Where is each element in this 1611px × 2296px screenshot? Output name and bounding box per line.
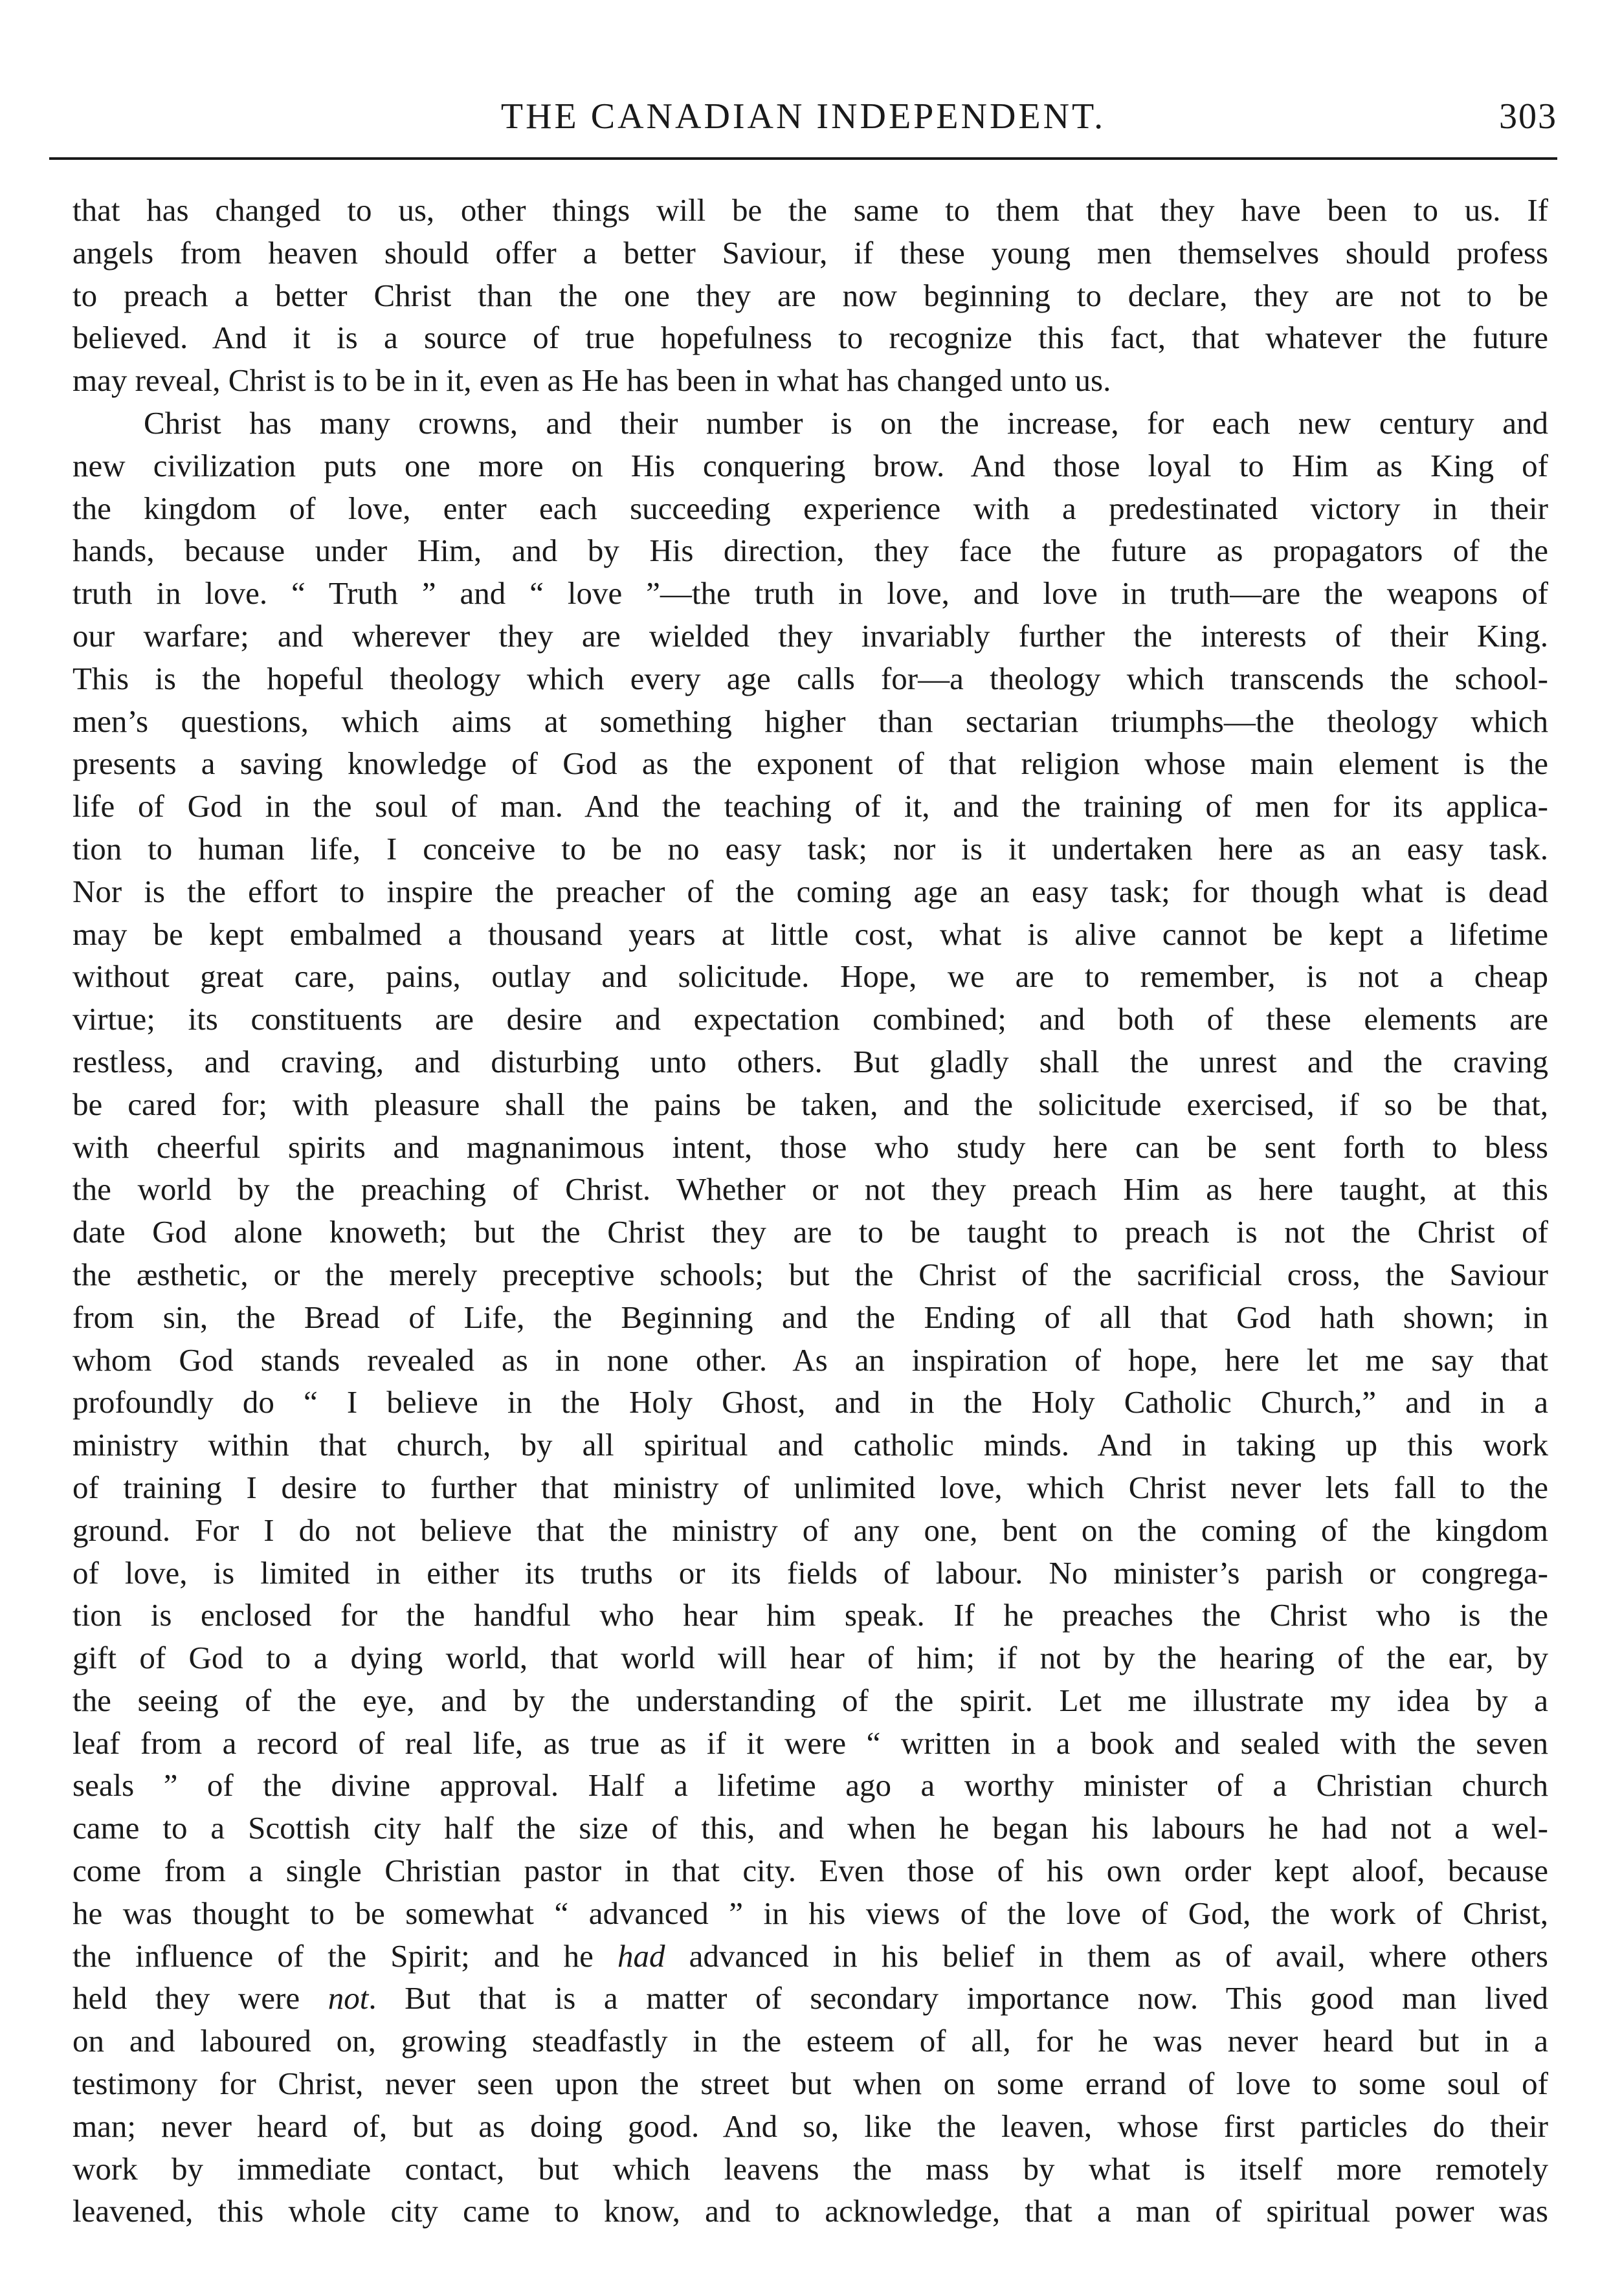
text-line: testimony for Christ, never seen upon the street but when on some errand of love to some soul of xyxy=(72,2066,1548,2102)
text-line: leavened, this whole city came to know, and to acknowledge, that a man of spiritual power was xyxy=(72,2193,1548,2229)
body-text xyxy=(72,189,1548,2233)
page-number: 303 xyxy=(1499,96,1557,137)
text-line: the seeing of the eye, and by the understanding of the spirit. Let me illustrate my idea by a xyxy=(72,1682,1548,1718)
text-segment: the influence of the Spirit; and he xyxy=(72,1937,617,1974)
text-line: he was thought to be somewhat “ advanced ” in his views of the love of God, the work of Christ, xyxy=(72,1895,1548,1931)
text-line: man; never heard of, but as doing good. And so, like the leaven, whose first particles do their xyxy=(72,2108,1548,2144)
text-line: on and laboured on, growing steadfastly in the esteem of all, for he was never heard but in a xyxy=(72,2023,1548,2059)
text-line: presents a saving knowledge of God as the exponent of that religion whose main element is the xyxy=(72,745,1548,782)
text-line: with cheerful spirits and magnanimous intent, those who study here can be sent forth to bless xyxy=(72,1129,1548,1165)
text-line: whom God stands revealed as in none other. As an inspiration of hope, here let me say that xyxy=(72,1341,1548,1378)
text-line: Nor is the effort to inspire the preacher of the coming age an easy task; for though what is dead xyxy=(72,873,1548,909)
text-line: that has changed to us, other things will be the same to them that they have been to us. If xyxy=(72,192,1548,228)
text-segment: held they were xyxy=(72,1980,328,2016)
running-header xyxy=(49,91,1557,142)
text-line: new civilization puts one more on His conquering brow. And those loyal to Him as King of xyxy=(72,447,1548,483)
text-line: ministry within that church, by all spiritual and catholic minds. And in taking up this work xyxy=(72,1427,1548,1463)
text-line: to preach a better Christ than the one they are now beginning to declare, they are not to be xyxy=(72,277,1548,313)
text-line: without great care, pains, outlay and solicitude. Hope, we are to remember, is not a cheap xyxy=(72,958,1548,995)
text-line: came to a Scottish city half the size of this, and when he began his labours he had not a wel- xyxy=(72,1810,1548,1846)
text-line: tion is enclosed for the handful who hear him speak. If he preaches the Christ who is the xyxy=(72,1597,1548,1633)
text-line: profoundly do “ I believe in the Holy Ghost, and in the Holy Catholic Church,” and in a xyxy=(72,1384,1548,1420)
text-line: restless, and craving, and disturbing unto others. But gladly shall the unrest and the craving xyxy=(72,1043,1548,1079)
text-line: This is the hopeful theology which every age calls for—a theology which transcends the school- xyxy=(72,660,1548,696)
text-line-with-italic xyxy=(72,1977,1548,2020)
text-line: life of God in the soul of man. And the teaching of it, and the training of men for its applica- xyxy=(72,788,1548,824)
text-line: ground. For I do not believe that the ministry of any one, bent on the coming of the kingdom xyxy=(72,1512,1548,1548)
text-line: hands, because under Him, and by His direction, they face the future as propagators of the xyxy=(72,533,1548,569)
text-line: be cared for; with pleasure shall the pains be taken, and the solicitude exercised, if so be that, xyxy=(72,1086,1548,1122)
text-line: the world by the preaching of Christ. Whether or not they preach Him as here taught, at this xyxy=(72,1171,1548,1208)
text-line: may be kept embalmed a thousand years at little cost, what is alive cannot be kept a lifetime xyxy=(72,916,1548,952)
running-title: THE CANADIAN INDEPENDENT. xyxy=(500,96,1106,137)
text-line: from sin, the Bread of Life, the Beginning and the Ending of all that God hath shown; in xyxy=(72,1299,1548,1335)
text-line: truth in love. “ Truth ” and “ love ”—the truth in love, and love in truth—are the weapons of xyxy=(72,575,1548,612)
text-line: date God alone knoweth; but the Christ they are to be taught to preach is not the Christ of xyxy=(72,1214,1548,1250)
text-line-with-italic xyxy=(72,1935,1548,1978)
text-line: our warfare; and wherever they are wielded they invariably further the interests of their King. xyxy=(72,617,1548,654)
text-line: of training I desire to further that ministry of unlimited love, which Christ never lets fall to the xyxy=(72,1469,1548,1505)
text-line: may reveal, Christ is to be in it, even as He has been in what has changed unto us. xyxy=(72,362,1111,399)
text-line: the kingdom of love, enter each succeeding experience with a predestinated victory in their xyxy=(72,490,1548,526)
text-line: seals ” of the divine approval. Half a lifetime ago a worthy minister of a Christian church xyxy=(72,1767,1548,1804)
text-line: come from a single Christian pastor in that city. Even those of his own order kept aloof, because xyxy=(72,1853,1548,1889)
text-line: angels from heaven should offer a better Saviour, if these young men themselves should profess xyxy=(72,234,1548,270)
paragraph-start-line: Christ has many crowns, and their number is on the increase, for each new century and xyxy=(144,404,1548,441)
text-segment: advanced in his belief in them as of avail, where others xyxy=(665,1937,1548,1974)
text-line: gift of God to a dying world, that world will hear of him; if not by the hearing of the ear, by xyxy=(72,1640,1548,1676)
text-line: of love, is limited in either its truths or its fields of labour. No minister’s parish or congrega- xyxy=(72,1554,1548,1591)
text-line: the æsthetic, or the merely preceptive schools; but the Christ of the sacrificial cross, the Saviour xyxy=(72,1256,1548,1292)
text-line: leaf from a record of real life, as true as if it were “ written in a book and sealed with the seven xyxy=(72,1725,1548,1761)
text-line: tion to human life, I conceive to be no easy task; nor is it undertaken here as an easy task. xyxy=(72,830,1548,867)
text-line: men’s questions, which aims at something higher than sectarian triumphs—the theology which xyxy=(72,703,1548,739)
header-rule xyxy=(49,157,1557,160)
text-segment: . But that is a matter of secondary importance now. This good man lived xyxy=(368,1980,1548,2016)
text-line: virtue; its constituents are desire and expectation combined; and both of these elements are xyxy=(72,1001,1548,1037)
text-line: work by immediate contact, but which leavens the mass by what is itself more remotely xyxy=(72,2150,1548,2187)
italic-emphasis: had xyxy=(617,1937,665,1974)
italic-emphasis: not xyxy=(328,1980,369,2016)
text-line: believed. And it is a source of true hopefulness to recognize this fact, that whatever the future xyxy=(72,320,1548,356)
